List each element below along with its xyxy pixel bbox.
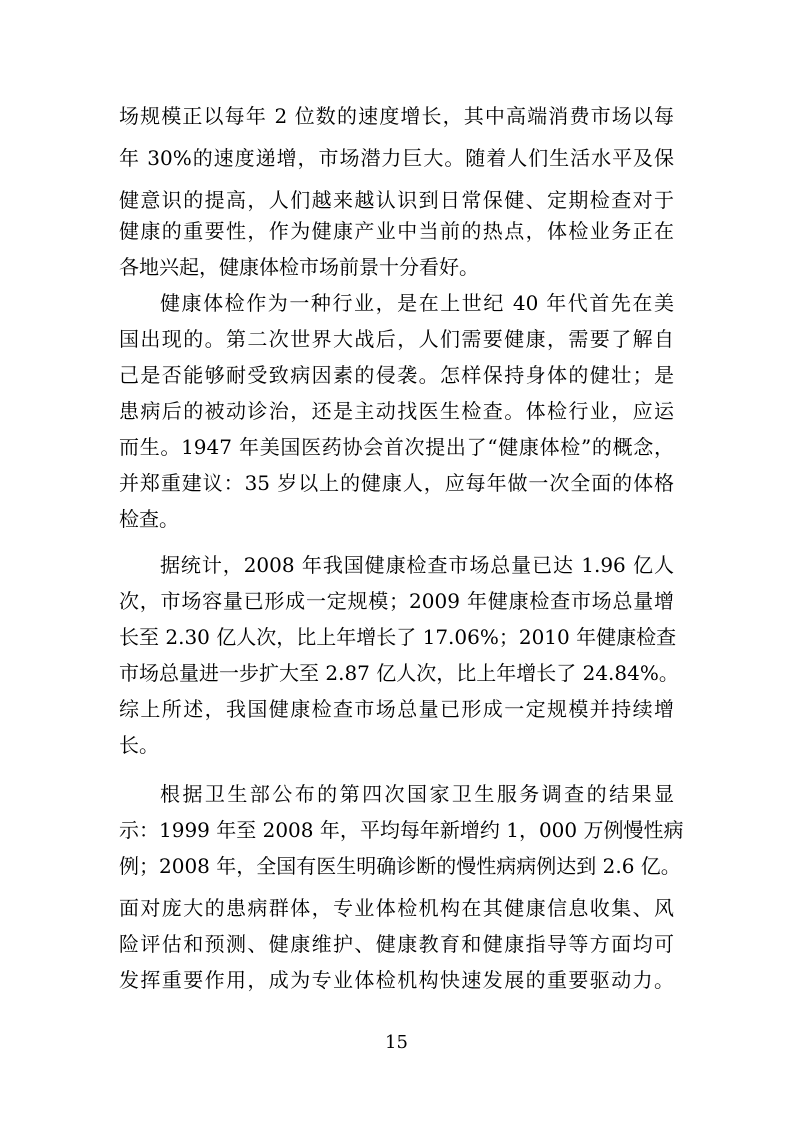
paragraph-line: 场规模正以每年 2 位数的速度增长，其中高端消费市场以每 — [119, 104, 674, 128]
paragraph-line: 据统计，2008 年我国健康检查市场总量已达 1.96 亿人 — [160, 553, 674, 577]
paragraph-line: 年 30%的速度递增，市场潜力巨大。随着人们生活水平及保 — [119, 146, 674, 170]
paragraph-line: 而生。1947 年美国医药协会首次提出了“健康体检”的概念， — [119, 435, 674, 459]
paragraph-line: 险评估和预测、健康维护、健康教育和健康指导等方面均可 — [119, 932, 674, 956]
paragraph-line: 健意识的提高，人们越来越认识到日常保健、定期检查对于 — [119, 188, 674, 212]
paragraph-line: 市场总量进一步扩大至 2.87 亿人次，比上年增长了 24.84%。 — [119, 661, 679, 685]
paragraph-line: 发挥重要作用，成为专业体检机构快速发展的重要驱动力。 — [119, 968, 674, 992]
paragraph-line: 检查。 — [119, 507, 179, 531]
paragraph-line: 示：1999 年至 2008 年，平均每年新增约 1，000 万例慢性病 — [119, 818, 684, 842]
paragraph-line: 例；2008 年，全国有医生明确诊断的慢性病病例达到 2.6 亿。 — [119, 854, 681, 878]
page-number: 15 — [385, 1032, 408, 1053]
paragraph-line: 综上所述，我国健康检查市场总量已形成一定规模并持续增 — [119, 697, 674, 721]
paragraph-line: 国出现的。第二次世界大战后，人们需要健康，需要了解自 — [119, 327, 674, 351]
paragraph-line: 面对庞大的患病群体，专业体检机构在其健康信息收集、风 — [119, 896, 674, 920]
paragraph-line: 并郑重建议：35 岁以上的健康人，应每年做一次全面的体格 — [119, 471, 674, 495]
paragraph-line: 各地兴起，健康体检市场前景十分看好。 — [119, 255, 479, 279]
paragraph-line: 健康体检作为一种行业，是在上世纪 40 年代首先在美 — [160, 291, 674, 315]
paragraph-line: 长。 — [119, 733, 159, 757]
paragraph-line: 健康的重要性，作为健康产业中当前的热点，体检业务正在 — [119, 219, 674, 243]
paragraph-line: 长至 2.30 亿人次，比上年增长了 17.06%；2010 年健康检查 — [119, 625, 677, 649]
paragraph-line: 次，市场容量已形成一定规模；2009 年健康检查市场总量增 — [119, 589, 674, 613]
paragraph-line: 根据卫生部公布的第四次国家卫生服务调查的结果显 — [160, 782, 674, 806]
paragraph-line: 己是否能够耐受致病因素的侵袭。怎样保持身体的健壮；是 — [119, 363, 674, 387]
paragraph-line: 患病后的被动诊治，还是主动找医生检查。体检行业，应运 — [119, 399, 674, 423]
